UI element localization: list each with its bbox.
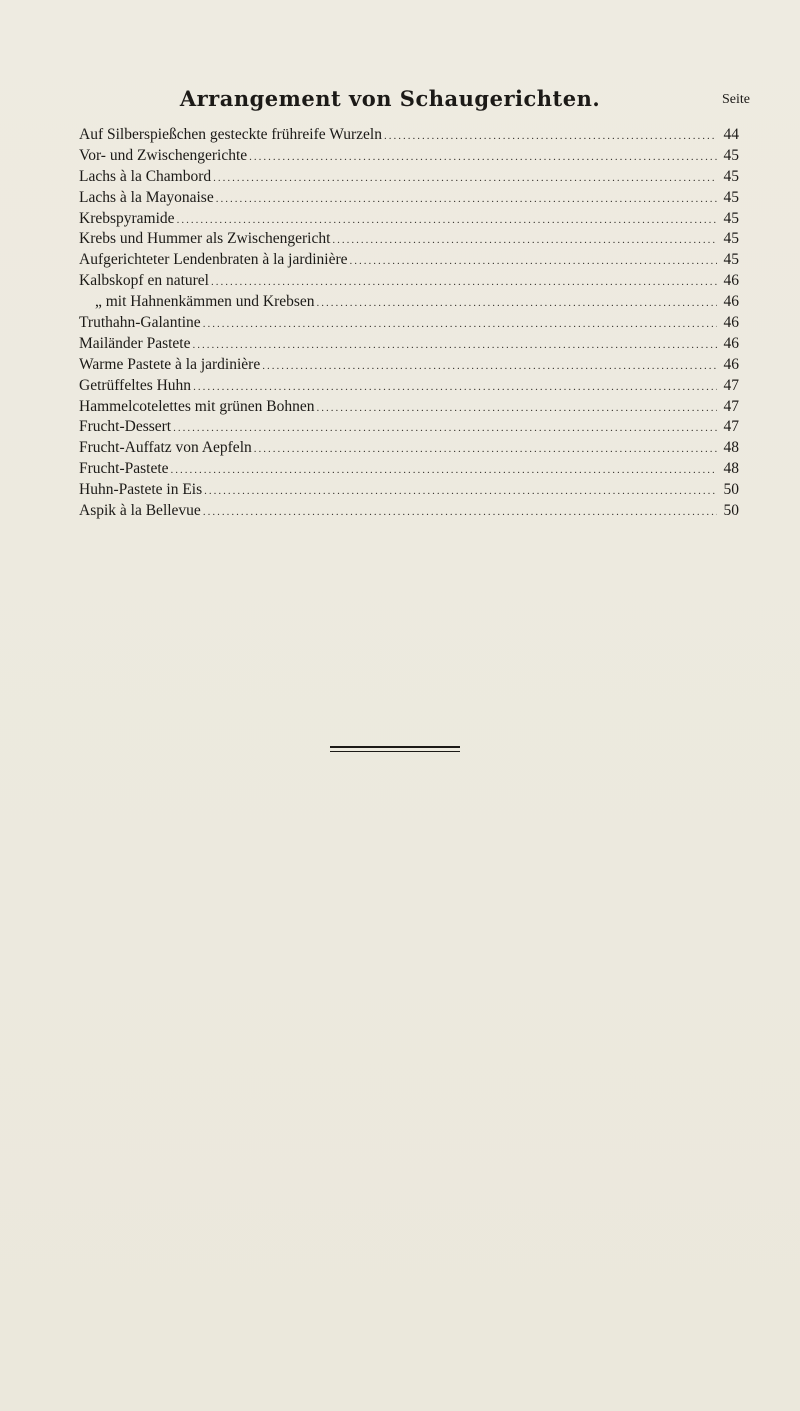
toc-entry-label: Lachs à la Mayonaise (79, 188, 214, 206)
toc-entry (79, 377, 739, 398)
toc-entry-page: 45 (723, 188, 739, 206)
toc-entry-page: 47 (723, 376, 739, 394)
toc-entry-page: 45 (723, 251, 739, 269)
toc-leader-dots (350, 255, 717, 267)
toc-entry-label: Frucht-Pastete (79, 460, 169, 478)
toc-leader-dots (173, 422, 717, 434)
toc-entry-label: Frucht-Dessert (79, 418, 172, 436)
toc-entry-page: 46 (723, 355, 739, 373)
toc-leader-dots (317, 297, 717, 309)
toc-entry (79, 356, 739, 377)
toc-leader-dots (316, 402, 717, 414)
toc-entry-page: 45 (723, 209, 739, 227)
ornament-rule-bottom (330, 751, 460, 752)
toc-entry-page: 47 (723, 397, 739, 415)
table-of-contents (79, 126, 739, 523)
toc-entry-page: 46 (723, 272, 739, 290)
toc-leader-dots (203, 506, 717, 518)
toc-entry-label: Mailänder Pastete (79, 334, 191, 352)
toc-entry (79, 189, 739, 210)
toc-entry (79, 168, 739, 189)
toc-entry-label: Vor- und Zwischengerichte (79, 146, 248, 164)
page-header (0, 86, 800, 116)
toc-entry (79, 502, 739, 523)
toc-entry-page: 50 (723, 481, 739, 499)
toc-entry (79, 314, 739, 335)
toc-entry-page: 46 (723, 334, 739, 352)
toc-entry-label: Auf Silberspießchen gesteckte frühreife Wurzeln (79, 126, 382, 143)
toc-entry (79, 439, 739, 460)
toc-entry (79, 210, 739, 231)
toc-entry-page: 46 (723, 314, 739, 332)
toc-entry-page: 45 (723, 146, 739, 164)
toc-entry (79, 251, 739, 272)
toc-leader-dots (332, 234, 717, 246)
toc-entry-page: 50 (723, 502, 739, 520)
page-title: Arrangement von Schaugerichten. (179, 86, 601, 111)
toc-leader-dots (213, 172, 717, 184)
toc-entry-label: „ mit Hahnenkämmen und Krebsen (95, 293, 315, 311)
toc-entry-page: 46 (723, 293, 739, 311)
toc-entry-label: Krebspyramide (79, 209, 175, 227)
toc-leader-dots (171, 464, 717, 476)
toc-leader-dots (203, 318, 717, 330)
ornament-rule-top (330, 746, 460, 748)
toc-entry-label: Aspik à la Bellevue (79, 502, 201, 520)
toc-entry-page: 44 (723, 126, 739, 143)
toc-entry (79, 398, 739, 419)
toc-leader-dots (211, 276, 717, 288)
toc-entry-page: 47 (723, 418, 739, 436)
toc-entry-page: 45 (723, 230, 739, 248)
toc-entry-label: Frucht-Auffatz von Aepfeln (79, 439, 252, 457)
toc-entry-label: Getrüffeltes Huhn (79, 376, 192, 394)
toc-leader-dots (193, 381, 717, 393)
toc-entry (79, 335, 739, 356)
toc-entry-label: Truthahn-Galantine (79, 314, 201, 332)
toc-entry-label: Kalbskopf en naturel (79, 272, 209, 290)
toc-leader-dots (192, 339, 717, 351)
toc-entry (79, 460, 739, 481)
toc-entry-label: Huhn-Pastete in Eis (79, 481, 203, 499)
toc-entry (79, 293, 739, 314)
toc-entry-page: 45 (723, 167, 739, 185)
toc-entry (79, 418, 739, 439)
toc-entry-page: 48 (723, 439, 739, 457)
toc-leader-dots (249, 151, 717, 163)
toc-leader-dots (254, 443, 717, 455)
toc-entry (79, 481, 739, 502)
toc-entry (79, 126, 739, 147)
toc-entry-label: Krebs und Hummer als Zwischengericht (79, 230, 331, 248)
toc-leader-dots (216, 193, 717, 205)
toc-leader-dots (177, 214, 717, 226)
toc-leader-dots (384, 130, 717, 142)
toc-entry-label: Hammelcotelettes mit grünen Bohnen (79, 397, 315, 415)
toc-entry (79, 230, 739, 251)
toc-leader-dots (262, 360, 717, 372)
toc-entry (79, 147, 739, 168)
toc-entry-label: Aufgerichteter Lendenbraten à la jardinière (79, 251, 348, 269)
toc-entry (79, 272, 739, 293)
toc-leader-dots (204, 485, 717, 497)
page-column-label: Seite (722, 92, 750, 107)
toc-entry-label: Warme Pastete à la jardinière (79, 355, 261, 373)
toc-entry-label: Lachs à la Chambord (79, 167, 212, 185)
toc-entry-page: 48 (723, 460, 739, 478)
